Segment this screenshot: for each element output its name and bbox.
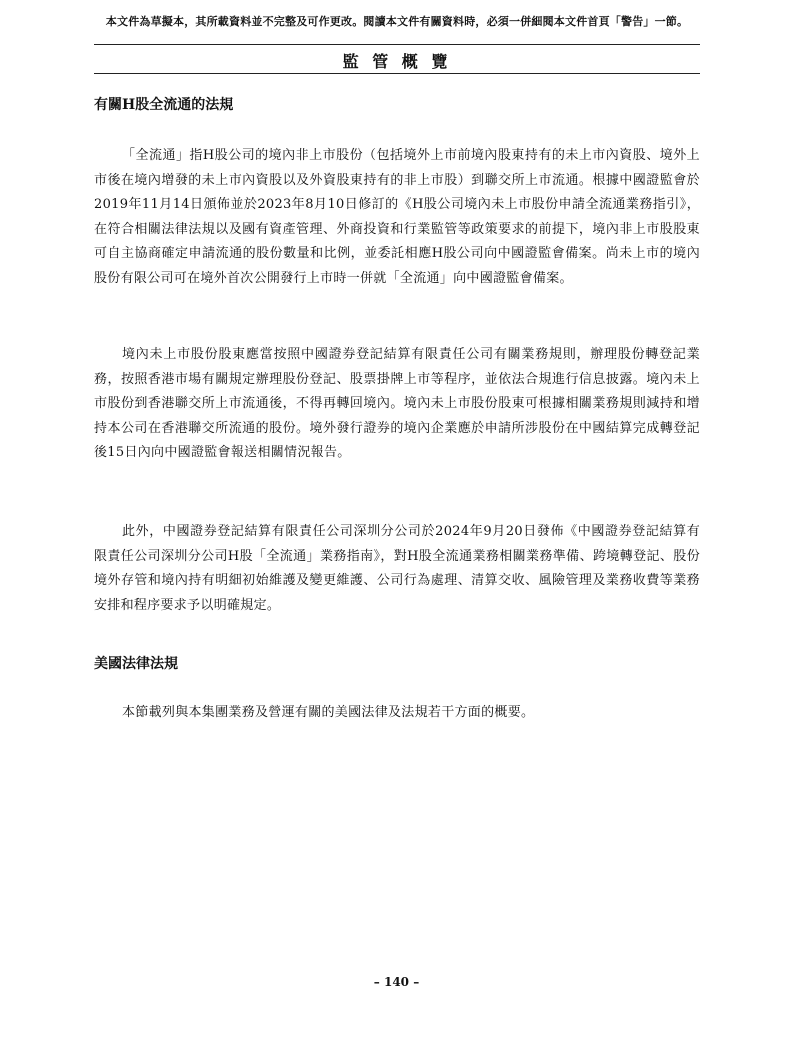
section-heading-us-laws: 美國法律法規 (94, 656, 178, 672)
paragraph-full-circulation-definition: 「全流通」指H股公司的境內非上市股份（包括境外上市前境內股東持有的未上市內資股、境外上市後在境內增發的未上市內資股以及外資股東持有的非上市股）到聯交所上市流通。根據中國證監會於2019年11月14日頒佈並於2023年8月10日修訂的《H股公司境內未上市股份申請全流通業務指引》，在符合相關法律法規以及國有資產管理、外商投資和行業監管等政策要求的前提下，境內非上市股股東可自主協商確定申請流通的股份數量和比例，並委託相應H股公司向中國證監會備案。尚未上市的境內股份有限公司可在境外首次公開發行上市時一併就「全流通」向中國證監會備案。 (94, 148, 700, 286)
draft-warning-notice: 本文件為草擬本，其所載資料並不完整及可作更改。閱讀本文件有關資料時，必須一併細閱本文件首頁「警告」一節。 (105, 15, 689, 28)
section-heading-h-share-full-circulation: 有關H股全流通的法規 (94, 97, 234, 113)
paragraph-share-transfer-registration: 境內未上市股份股東應當按照中國證券登記結算有限責任公司有關業務規則，辦理股份轉登記業務，按照香港市場有關規定辦理股份登記、股票掛牌上市等程序，並依法合規進行信息披露。境內未上市股份到香港聯交所上市流通後，不得再轉回境內。境內未上市股份股東可根據相關業務規則減持和增持本公司在香港聯交所流通的股份。境外發行證券的境內企業應於申請所涉股份在中國結算完成轉登記後15日內向中國證監會報送相關情況報告。 (94, 347, 700, 460)
header-rule-bottom (94, 73, 700, 74)
header-rule-top (94, 44, 700, 45)
page-title: 監 管 概 覽 (342, 52, 452, 71)
paragraph-shenzhen-branch-guide: 此外，中國證券登記結算有限責任公司深圳分公司於2024年9月20日發佈《中國證券登記結算有限責任公司深圳分公司H股「全流通」業務指南》，對H股全流通業務相關業務準備、跨境轉登記、股份境外存管和境內持有明細初始維護及變更維護、公司行為處理、清算交收、風險管理及業務收費等業務安排和程序要求予以明確規定。 (94, 524, 700, 613)
paragraph-us-laws-summary: 本節載列與本集團業務及營運有關的美國法律及法規若干方面的概要。 (122, 705, 535, 720)
page-number: – 140 – (373, 975, 420, 989)
